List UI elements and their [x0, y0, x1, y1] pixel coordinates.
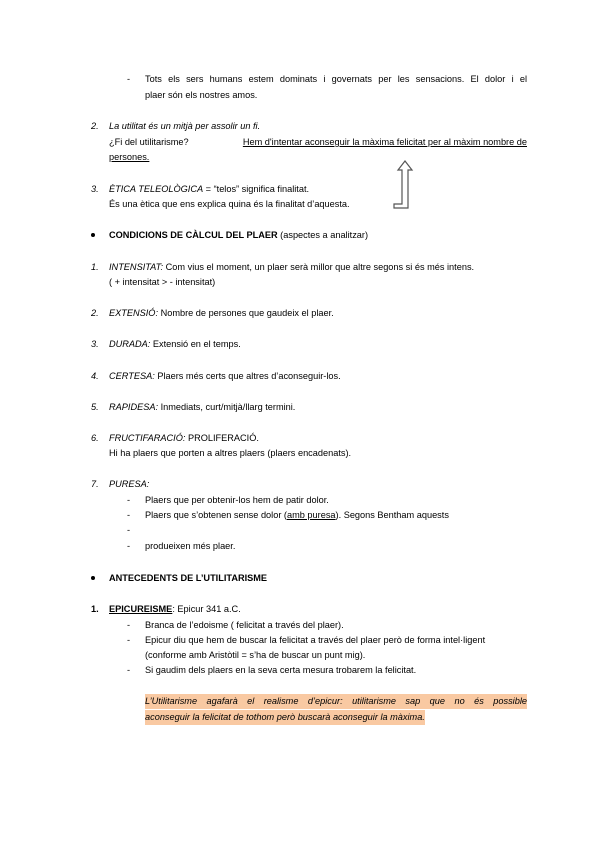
purity-dash-2-post: ). Segons Bentham aquests [335, 510, 449, 520]
section-1-heading-bold: CONDICIONS DE CÀLCUL DEL PLAER [109, 230, 278, 240]
purity-number: 7. [91, 479, 99, 489]
condition-line [109, 337, 241, 352]
dash-marker: - [127, 74, 131, 84]
condition-label: CERTESA: [109, 371, 155, 381]
condition-text: Inmediats, curt/mitjà/llarg termini. [158, 402, 296, 412]
dash-marker: - [127, 510, 131, 520]
bullet-icon [91, 576, 95, 580]
condition-line [109, 400, 295, 415]
epic-title: EPICUREISME [109, 604, 173, 614]
item-3-line-2: És una ètica que ens explica quina és la finalitat d’aquesta. [109, 199, 350, 209]
intro-line-2: plaer són els nostres amos. [145, 90, 258, 100]
condition-number: 1. [91, 262, 99, 272]
item-2-underlined-1: Hem d'intentar aconseguir la màxima felicitat per al màxim nombre de [242, 137, 527, 147]
condition-label: EXTENSIÓ: [109, 308, 159, 318]
condition-text: Nombre de persones que gaudeix el plaer. [158, 308, 334, 318]
dash-marker: - [127, 541, 131, 551]
dash-marker: - [127, 665, 131, 675]
epic-dash-1: Branca de l’edoisme ( felicitat a través del plaer). [145, 620, 344, 630]
dash-marker: - [127, 495, 131, 505]
dash-marker: - [127, 620, 131, 630]
dash-marker: - [127, 525, 131, 535]
condition-label: RAPIDESA: [109, 402, 159, 412]
purity-dash-2-underlined: amb puresa [287, 510, 336, 520]
condition-number: 4. [91, 371, 99, 381]
epic-dash-3: Si gaudim dels plaers en la seva certa mesura trobarem la felicitat. [145, 665, 417, 675]
epic-dash-2b: (conforme amb Aristòtil = s’ha de buscar un punt mig). [145, 650, 366, 660]
condition-line [109, 369, 341, 384]
epic-number: 1. [91, 604, 99, 614]
condition-line [109, 431, 259, 446]
purity-dash-2 [145, 508, 449, 523]
condition-line [109, 260, 474, 275]
condition-number: 3. [91, 339, 99, 349]
item-2-question: ¿Fi del utilitarisme? [109, 137, 189, 147]
item-2-underlined-2: persones. [109, 152, 150, 162]
up-arrow-icon [388, 158, 418, 212]
epic-dash-2a: Epicur diu que hem de buscar la felicitat a través del plaer però de forma intel·ligent [145, 635, 486, 645]
condition-line [109, 306, 334, 321]
condition-extra: Hi ha plaers que porten a altres plaers (plaers encadenats). [109, 448, 352, 458]
condition-text: Plaers més certs que altres d’aconseguir-los. [154, 371, 341, 381]
condition-text: Com vius el moment, un plaer serà millor que altre segons si és més intens. [163, 262, 475, 272]
condition-text: Extensió en el temps. [150, 339, 241, 349]
section-1-heading [109, 228, 368, 243]
purity-dash-2-pre: Plaers que s’obtenen sense dolor ( [145, 510, 287, 520]
intro-line-1: Tots els sers humans estem dominats i governats per les sensacions. El dolor i el [145, 74, 527, 84]
epic-highlight-line-2: aconseguir la felicitat de tothom però buscarà aconseguir la màxima. [145, 710, 425, 725]
condition-number: 5. [91, 402, 99, 412]
condition-extra: ( + intensitat > - intensitat) [109, 277, 216, 287]
condition-label: FRUCTIFARACIÓ: [109, 433, 186, 443]
purity-dash-4: produeixen més plaer. [145, 541, 236, 551]
purity-dash-1: Plaers que per obtenir-los hem de patir dolor. [145, 495, 329, 505]
condition-number: 2. [91, 308, 99, 318]
epic-title-rest: : Epicur 341 a.C. [172, 604, 241, 614]
condition-text: PROLIFERACIÓ. [185, 433, 259, 443]
dash-marker: - [127, 635, 131, 645]
condition-label: INTENSITAT: [109, 262, 164, 272]
item-2-number: 2. [91, 121, 99, 131]
condition-number: 6. [91, 433, 99, 443]
item-3-title [109, 182, 309, 197]
item-2-title: La utilitat és un mitjà per assolir un fi. [109, 121, 261, 131]
item-3-title-rest: = “telos” significa finalitat. [203, 184, 310, 194]
condition-label: DURADA: [109, 339, 151, 349]
epic-highlight-line-1: L’Utilitarisme agafarà el realisme d’epicur: utilitarisme sap que no és possible [145, 696, 527, 706]
item-2-line-1 [109, 135, 527, 150]
item-3-number: 3. [91, 184, 99, 194]
epic-heading [109, 602, 241, 617]
purity-label: PURESA: [109, 479, 150, 489]
section-2-heading: ANTECEDENTS DE L’UTILITARISME [109, 573, 268, 583]
section-1-heading-rest: (aspectes a analitzar) [277, 230, 369, 240]
item-3-title-italic: ÈTICA TELEOLÒGICA [109, 184, 204, 194]
bullet-icon [91, 233, 95, 237]
